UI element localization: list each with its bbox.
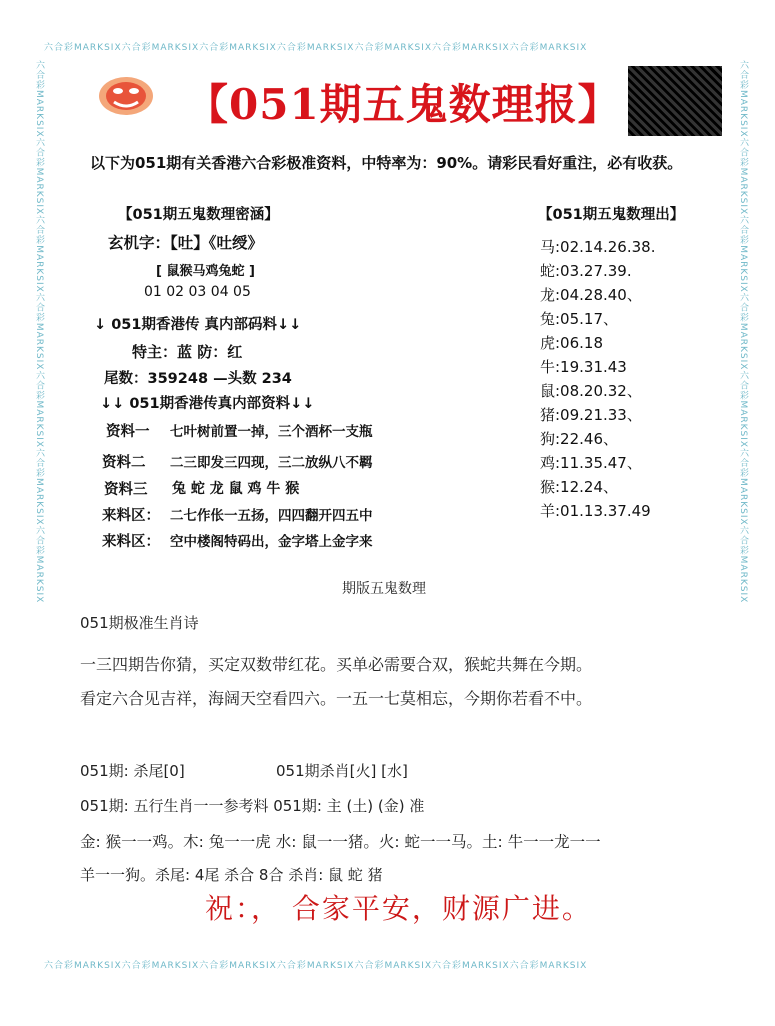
ziliao-3-text: 兔 蛇 龙 鼠 鸡 牛 猴 <box>172 481 300 497</box>
zodiac-row: 牛:19.31.43 <box>540 358 627 376</box>
center-title: 期版五鬼数理 <box>342 581 426 597</box>
code-title: ↓ 051期香港传 真内部码料↓↓ <box>94 317 302 333</box>
ziliao-3-label: 资料三 <box>104 482 148 498</box>
data-title: ↓↓ 051期香港传真内部资料↓↓ <box>100 396 315 412</box>
ziliao-1-label: 资料一 <box>106 424 150 440</box>
tezhu-line: 特主：蓝 防：红 <box>132 343 243 361</box>
border-watermark-bottom: 六合彩MARKSIX六合彩MARKSIX六合彩MARKSIX六合彩MARKSIX六合彩MARKSIX六合彩MARKSIX六合彩MARKSIX <box>44 961 588 970</box>
zodiac-row: 马:02.14.26.38. <box>540 238 656 256</box>
laoliao-2-text: 空中楼阁特码出，金字塔上金字来 <box>170 534 373 550</box>
zodiac-row: 虎:06.18 <box>540 334 603 352</box>
zodiac-row: 狗:22.46、 <box>540 430 618 448</box>
mascot-logo-icon <box>96 74 156 118</box>
poem-title: 051期极准生肖诗 <box>80 614 199 632</box>
border-watermark-left: 六合彩MARKSIX六合彩MARKSIX六合彩MARKSIX六合彩MARKSIX六合彩MARKSIX六合彩MARKSIX六合彩MARKSIX <box>34 60 44 604</box>
ziliao-2-text: 二三即发三四现，三二放纵八不羁 <box>170 455 373 471</box>
ziliao-2-label: 资料二 <box>102 455 146 471</box>
kill-zodiac: 051期杀肖[火] [水] <box>276 762 408 780</box>
elements-line-2: 羊一一狗。杀尾: 4尾 杀合 8合 杀肖: 鼠 蛇 猪 <box>80 866 383 884</box>
poem-line-2: 看定六合见吉祥，海阔天空看四六。一五一七莫相忘，今期你若看不中。 <box>80 689 593 708</box>
wuxing-line: 051期: 五行生肖一一参考料 051期: 主 (土) (金) 准 <box>80 797 425 815</box>
page-title: 【051期五鬼数理报】 <box>186 80 621 129</box>
poem-line-1: 一三四期告你猜，买定双数带红花。买单必需要合双，猴蛇共舞在今期。 <box>80 655 593 674</box>
zodiac-row: 猪:09.21.33、 <box>540 406 642 424</box>
intro-text: 以下为051期有关香港六合彩极准资料，中特率为：90%。请彩民看好重注，必有收获。 <box>90 154 683 172</box>
zodiac-row: 鼠:08.20.32、 <box>540 382 642 400</box>
border-watermark-top: 六合彩MARKSIX六合彩MARKSIX六合彩MARKSIX六合彩MARKSIX六合彩MARKSIX六合彩MARKSIX六合彩MARKSIX <box>44 43 588 52</box>
laoliao-1-label: 来料区： <box>102 508 160 524</box>
kill-tail: 051期: 杀尾[0] <box>80 762 185 780</box>
right-section-title: 【051期五鬼数理出】 <box>538 207 685 223</box>
zodiac-row: 龙:04.28.40、 <box>540 286 642 304</box>
blessing-text: 祝：， 合家平安，财源广进。 <box>205 892 592 925</box>
zodiac-row: 兔:05.17、 <box>540 310 618 328</box>
laoliao-1-text: 二七作伥一五扬，四四翻开四五中 <box>170 508 373 524</box>
number-list: 01 02 03 04 05 <box>144 284 251 300</box>
zodiac-row: 鸡:11.35.47、 <box>540 454 642 472</box>
elements-line-1: 金: 猴一一鸡。木: 兔一一虎 水: 鼠一一猪。火: 蛇一一马。土: 牛一一龙一一 <box>80 833 601 851</box>
qr-code-icon <box>628 66 722 136</box>
zodiac-group: [ 鼠猴马鸡兔蛇 ] <box>156 264 255 279</box>
laoliao-2-label: 来料区： <box>102 534 160 550</box>
zodiac-row: 羊:01.13.37.49 <box>540 502 651 520</box>
border-watermark-right: 六合彩MARKSIX六合彩MARKSIX六合彩MARKSIX六合彩MARKSIX六合彩MARKSIX六合彩MARKSIX六合彩MARKSIX <box>738 60 748 604</box>
zodiac-row: 蛇:03.27.39. <box>540 262 632 280</box>
ziliao-1-text: 七叶树前置一掉，三个酒杯一支瓶 <box>170 424 373 440</box>
xuanji-line: 玄机字：【吐】《吐绶》 <box>108 234 264 252</box>
left-section-title: 【051期五鬼数理密涵】 <box>118 207 279 223</box>
weishu-line: 尾数：359248 —头数 234 <box>104 371 292 387</box>
zodiac-row: 猴:12.24、 <box>540 478 618 496</box>
